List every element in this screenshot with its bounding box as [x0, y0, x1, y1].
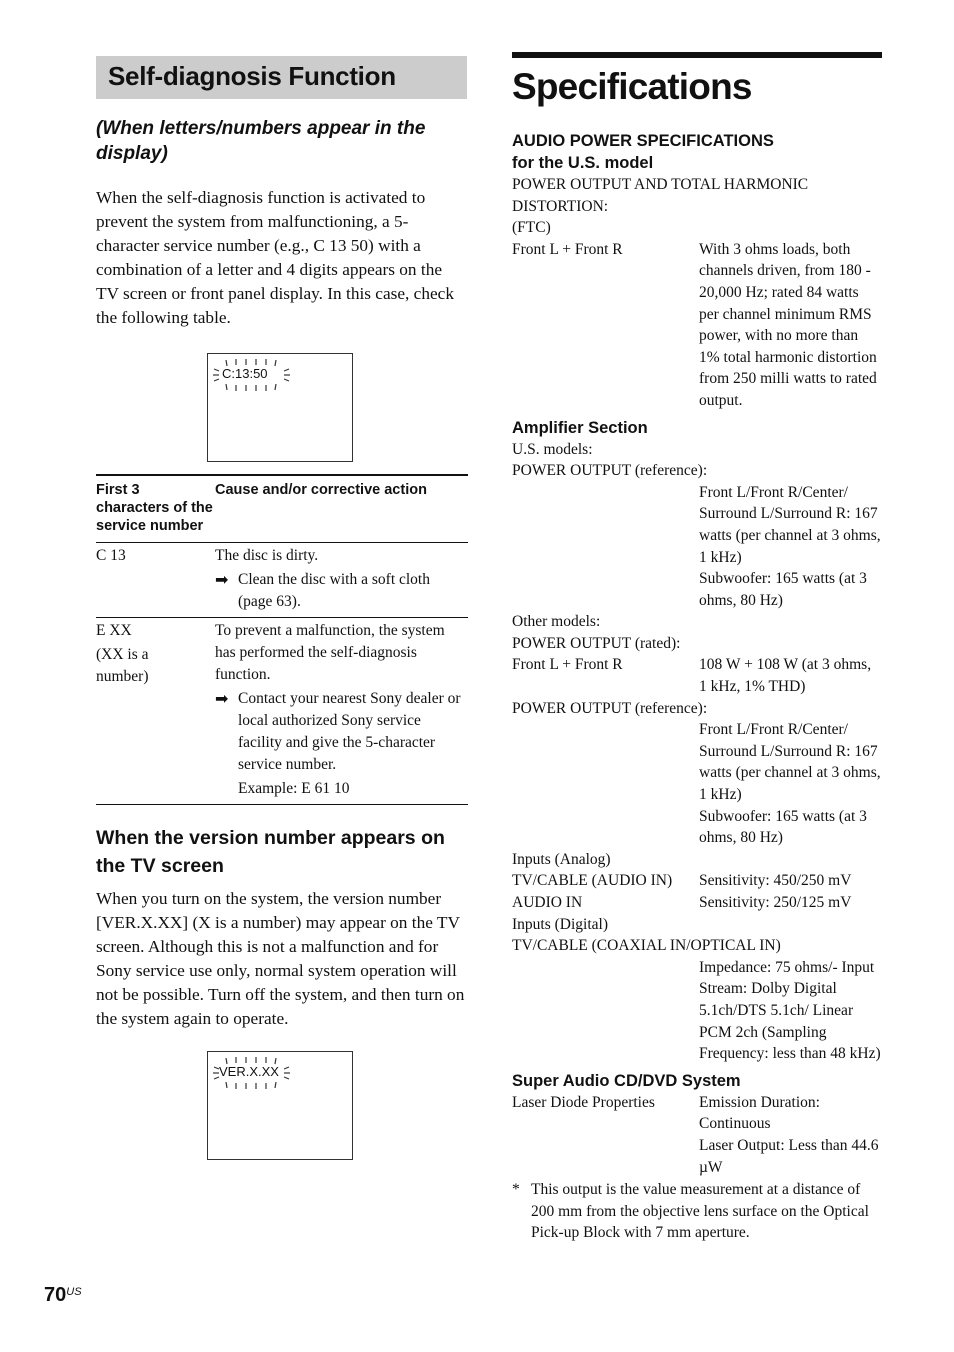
power-output-thd: POWER OUTPUT AND TOTAL HARMONIC DISTORTION:	[512, 176, 809, 215]
version-heading: When the version number appears on the TV screen	[96, 827, 445, 877]
diagnosis-table	[96, 474, 468, 805]
row-code: C 13	[96, 547, 126, 564]
col-header-code: First 3 characters of the service number	[96, 482, 213, 534]
laser-value-1: Emission Duration: Continuous	[699, 1093, 820, 1133]
inputs-analog-label: Inputs (Analog)	[512, 850, 611, 868]
amp-heading: Amplifier Section	[512, 418, 648, 437]
row-action	[215, 569, 468, 613]
audio-power-section	[512, 130, 882, 412]
spec-value: Sensitivity: 250/125 mV	[699, 894, 852, 911]
intro-text: When the self-diagnosis function is activated to prevent the system from malfunctioning, a 5-character service number (e.g., C 13 50) with a combination of a letter and 4 digits appears on the TV screen or front panel display. In this case, check the following table.	[96, 188, 454, 327]
display-illustration	[207, 353, 353, 462]
row-code-note: (XX is a number)	[96, 646, 149, 685]
amp-specs	[512, 439, 882, 1065]
spec-row	[512, 1092, 882, 1178]
title-rule	[512, 52, 882, 58]
right-column	[512, 52, 882, 1244]
other-models-label: Other models:	[512, 613, 601, 631]
page-region-suffix: US	[66, 1286, 82, 1298]
spec-row	[512, 870, 882, 892]
audio-specs	[512, 174, 882, 412]
footnote-text: This output is the value measurement at a distance of 200 mm from the objective lens surface on the Optical Pick-up Block with 7 mm aperture.	[531, 1181, 869, 1242]
spec-value: Sensitivity: 450/250 mV	[699, 872, 852, 890]
row-example: Example: E 61 10	[238, 780, 350, 797]
audio-subheading: for the U.S. model	[512, 154, 654, 172]
version-paragraph	[96, 887, 467, 1031]
version-text: When you turn on the system, the version number [VER.X.XX] (X is a number) may appear on the TV screen. Although this is not a malfunction and for Sony service use only, normal system operation will not be possible. Turn off the system, and then turn on the system again to operate.	[96, 889, 465, 1028]
row-action-text: Clean the disc with a soft cloth (page 63).	[238, 571, 430, 610]
ref-value-2: Subwoofer: 165 watts (at 3 ohms, 80 Hz)	[699, 570, 867, 609]
spec-row	[512, 892, 882, 914]
sacd-heading: Super Audio CD/DVD System	[512, 1071, 741, 1090]
display-version: VER.X.XX	[219, 1064, 279, 1079]
sacd-specs	[512, 1092, 882, 1178]
amplifier-section	[512, 417, 882, 1065]
laser-value-2: Laser Output: Less than 44.6 µW	[699, 1136, 879, 1176]
digital-value: Impedance: 75 ohms/- Input Stream: Dolby Digital 5.1ch/DTS 5.1ch/ Linear PCM 2ch (Sampling Frequency: less than 48 kHz)	[699, 958, 881, 1063]
inputs-digital-label: Inputs (Digital)	[512, 915, 608, 933]
sacd-section	[512, 1070, 882, 1244]
row-cause: The disc is dirty.	[215, 547, 319, 564]
table-header-row	[96, 475, 468, 543]
row-action-cell	[215, 618, 468, 805]
spec-key: Laser Diode Properties	[512, 1093, 655, 1111]
row-code-cell	[96, 618, 215, 805]
spec-value	[699, 1092, 882, 1178]
spec-key: Front L + Front R	[512, 656, 623, 674]
power-ref-label: POWER OUTPUT (reference):	[512, 699, 708, 717]
spec-key: AUDIO IN	[512, 894, 583, 911]
spec-key: Front L + Front R	[512, 240, 623, 258]
row-action	[215, 688, 468, 776]
tv-cable-digital-label: TV/CABLE (COAXIAL IN/OPTICAL IN)	[512, 937, 781, 955]
arrow-right-icon: ➡	[215, 689, 229, 708]
power-rated-label: POWER OUTPUT (rated):	[512, 634, 681, 652]
spec-value: 108 W + 108 W (at 3 ohms, 1 kHz, 1% THD)	[699, 656, 872, 696]
ref-value-2: Subwoofer: 165 watts (at 3 ohms, 80 Hz)	[699, 807, 867, 847]
row-cause: To prevent a malfunction, the system has performed the self-diagnosis function.	[215, 622, 445, 683]
row-code: E XX	[96, 622, 132, 639]
section-title: Self-diagnosis Function	[96, 56, 467, 99]
subheading: (When letters/numbers appear in the display)	[96, 118, 426, 164]
spec-key: TV/CABLE (AUDIO IN)	[512, 872, 673, 890]
ftc-label: (FTC)	[512, 219, 551, 237]
table-row	[96, 618, 468, 805]
col-header-action: Cause and/or corrective action	[215, 482, 427, 498]
left-column	[96, 56, 467, 1160]
row-action-cell	[215, 543, 468, 618]
spec-row	[512, 654, 882, 697]
spec-row	[512, 239, 882, 412]
spec-value: With 3 ohms loads, both channels driven, from 180 - 20,000 Hz; rated 84 watts per channel minimum RMS power, with no more than 1% total harmonic distortion from 250 milli watts to rated output.	[699, 240, 877, 409]
arrow-right-icon: ➡	[215, 570, 229, 589]
footnote	[512, 1179, 882, 1244]
table-row	[96, 543, 468, 618]
ref-value-1: Front L/Front R/Center/ Surround L/Surround R: 167 watts (per channel at 3 ohms, 1 kHz)	[699, 483, 881, 566]
version-display-illustration	[207, 1051, 353, 1160]
ref-value-1: Front L/Front R/Center/ Surround L/Surround R: 167 watts (per channel at 3 ohms, 1 kHz)	[699, 721, 881, 804]
row-action-text: Contact your nearest Sony dealer or local authorized Sony service facility and give the 5-character service number.	[238, 690, 461, 773]
page-number-value: 70	[44, 1284, 67, 1306]
footnote-marker: *	[512, 1181, 520, 1199]
display-code: C:13:50	[222, 366, 268, 381]
page-title: Specifications	[512, 66, 752, 107]
page-number	[44, 1284, 82, 1307]
us-models-label: U.S. models:	[512, 440, 593, 458]
power-ref-label: POWER OUTPUT (reference):	[512, 462, 708, 480]
intro-paragraph	[96, 186, 467, 330]
audio-heading: AUDIO POWER SPECIFICATIONS	[512, 132, 774, 150]
row-code-cell	[96, 543, 215, 618]
